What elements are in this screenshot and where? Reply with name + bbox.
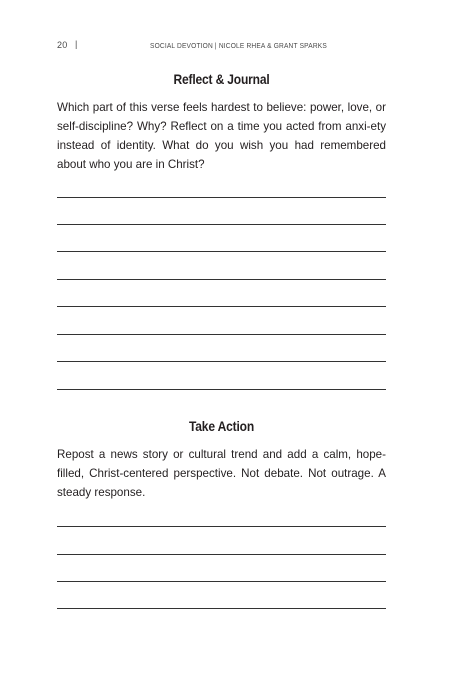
header-separator: | xyxy=(75,39,78,49)
action-prompt: Repost a news story or cultural trend and add a calm, hope-filled, Christ-centered perspective. Not debate. Not outrage. A steady response. xyxy=(57,448,386,499)
reflect-prompt: Which part of this verse feels hardest to believe: power, love, or self-discipline? Why? Reflect on a time you acted from anxi-ety instead of identity. What do you wish you had remembered about who you are in Christ? xyxy=(57,101,386,171)
writing-line[interactable] xyxy=(57,279,386,280)
writing-line[interactable] xyxy=(57,361,386,362)
writing-line[interactable] xyxy=(57,389,386,390)
writing-line[interactable] xyxy=(57,306,386,307)
writing-line[interactable] xyxy=(57,224,386,225)
reflect-section xyxy=(57,71,386,174)
writing-line[interactable] xyxy=(57,197,386,198)
page-header xyxy=(57,40,386,52)
writing-line[interactable] xyxy=(57,526,386,527)
writing-line[interactable] xyxy=(57,334,386,335)
writing-line[interactable] xyxy=(57,251,386,252)
action-heading: Take Action xyxy=(188,418,255,434)
running-head: SOCIAL DEVOTION | NICOLE RHEA & GRANT SPARKS xyxy=(150,41,327,50)
writing-line[interactable] xyxy=(57,581,386,582)
writing-line[interactable] xyxy=(57,608,386,609)
reflect-heading: Reflect & Journal xyxy=(173,71,270,87)
page-number: 20 xyxy=(57,40,68,50)
action-section xyxy=(57,418,386,502)
writing-line[interactable] xyxy=(57,554,386,555)
